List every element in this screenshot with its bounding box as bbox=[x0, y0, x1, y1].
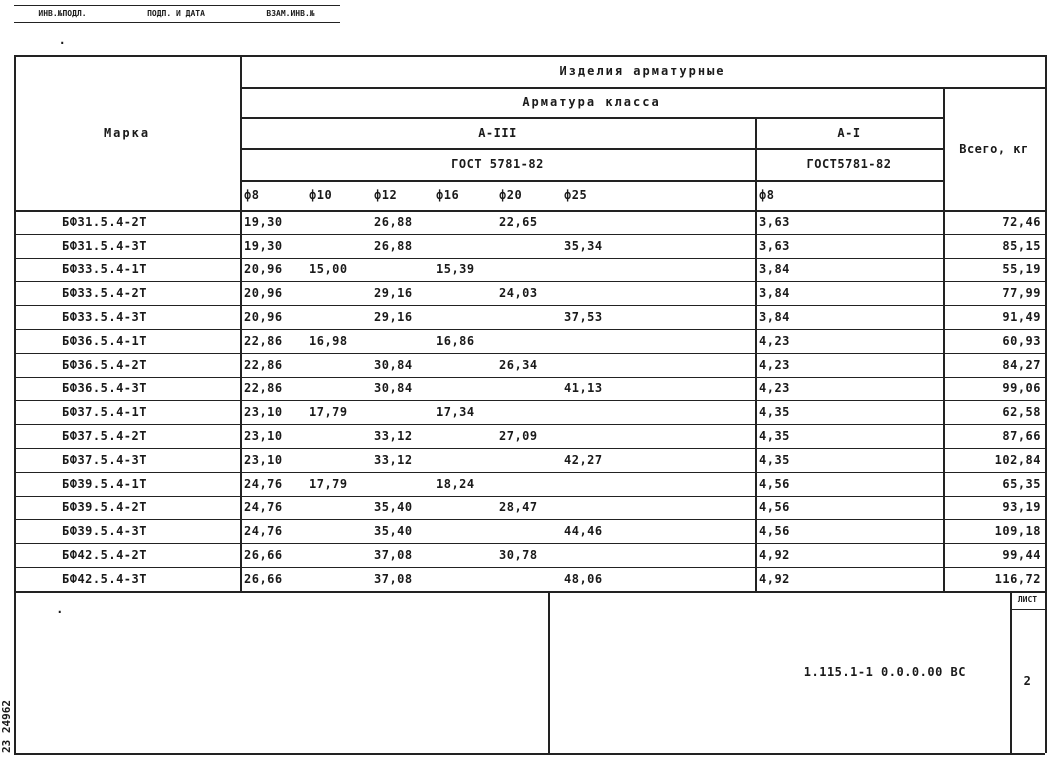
row-value: 22,86 bbox=[244, 381, 283, 396]
row-value bbox=[305, 377, 370, 401]
row-value: 26,34 bbox=[499, 357, 538, 372]
row-value bbox=[692, 400, 755, 424]
row-value: 26,66 bbox=[244, 548, 283, 563]
row-value bbox=[625, 329, 692, 353]
row-value bbox=[692, 496, 755, 520]
row-value: 26,66 bbox=[244, 571, 283, 586]
row-value bbox=[305, 281, 370, 305]
row-value bbox=[495, 305, 560, 329]
row-value bbox=[305, 234, 370, 258]
row-total: 60,93 bbox=[1002, 333, 1041, 348]
row-value: 30,78 bbox=[499, 548, 538, 563]
diameter-header bbox=[692, 180, 755, 210]
row-value: 20,96 bbox=[244, 286, 283, 301]
row-value bbox=[625, 424, 692, 448]
row-value: 3,63 bbox=[759, 214, 790, 229]
row-value: 4,56 bbox=[759, 500, 790, 515]
row-value bbox=[560, 543, 625, 567]
row-mark: БФ39.5.4-1Т bbox=[62, 476, 147, 491]
row-value bbox=[432, 210, 495, 234]
stamp-label: ИНВ.№ПОДЛ. bbox=[38, 9, 87, 18]
row-value: 4,92 bbox=[759, 571, 790, 586]
row-value: 4,23 bbox=[759, 333, 790, 348]
row-mark: БФ36.5.4-1Т bbox=[62, 333, 147, 348]
diameter-header: ф8 bbox=[759, 188, 775, 202]
row-value: 41,13 bbox=[564, 381, 603, 396]
row-value bbox=[625, 258, 692, 282]
gost-a3-header: ГОСТ 5781-82 bbox=[451, 157, 544, 171]
row-total: 62,58 bbox=[1002, 405, 1041, 420]
row-value bbox=[692, 281, 755, 305]
row-value bbox=[625, 234, 692, 258]
row-value bbox=[692, 448, 755, 472]
row-value bbox=[882, 567, 943, 591]
row-value bbox=[820, 567, 882, 591]
mark-header: Марка bbox=[103, 125, 151, 140]
row-total: 99,06 bbox=[1002, 381, 1041, 396]
row-value bbox=[625, 377, 692, 401]
row-mark: БФ39.5.4-2Т bbox=[62, 500, 147, 515]
row-value: 3,84 bbox=[759, 310, 790, 325]
diameter-header: ф25 bbox=[564, 188, 588, 202]
row-value bbox=[560, 353, 625, 377]
stamp-mark: . bbox=[58, 33, 67, 47]
row-value: 3,84 bbox=[759, 262, 790, 277]
row-mark: БФ37.5.4-1Т bbox=[62, 405, 147, 420]
row-total: 55,19 bbox=[1002, 262, 1041, 277]
row-value bbox=[692, 210, 755, 234]
row-total: 85,15 bbox=[1002, 238, 1041, 253]
row-value: 4,35 bbox=[759, 405, 790, 420]
row-value bbox=[370, 400, 432, 424]
row-value: 24,76 bbox=[244, 500, 283, 515]
row-value bbox=[560, 472, 625, 496]
row-value bbox=[625, 448, 692, 472]
row-value bbox=[432, 424, 495, 448]
stamp-border-mid bbox=[14, 22, 340, 23]
row-value bbox=[820, 305, 882, 329]
row-value: 20,96 bbox=[244, 262, 283, 277]
row-value bbox=[432, 353, 495, 377]
row-value: 24,03 bbox=[499, 286, 538, 301]
row-value: 44,46 bbox=[564, 524, 603, 539]
row-value: 35,40 bbox=[374, 500, 413, 515]
document-code: 1.115.1-1 0.0.0.00 ВС bbox=[803, 664, 966, 679]
row-value bbox=[820, 258, 882, 282]
row-value: 33,12 bbox=[374, 429, 413, 444]
row-value bbox=[305, 543, 370, 567]
row-mark: БФ42.5.4-3Т bbox=[62, 571, 147, 586]
row-value bbox=[305, 424, 370, 448]
row-value bbox=[692, 377, 755, 401]
row-value bbox=[820, 496, 882, 520]
row-value bbox=[495, 400, 560, 424]
row-value: 29,16 bbox=[374, 286, 413, 301]
row-value: 24,76 bbox=[244, 476, 283, 491]
row-value: 4,56 bbox=[759, 524, 790, 539]
row-value bbox=[882, 210, 943, 234]
row-value bbox=[625, 519, 692, 543]
row-value: 27,09 bbox=[499, 429, 538, 444]
row-value bbox=[882, 448, 943, 472]
row-value: 18,24 bbox=[436, 476, 475, 491]
row-value: 28,47 bbox=[499, 500, 538, 515]
row-value bbox=[495, 329, 560, 353]
row-value bbox=[820, 377, 882, 401]
row-value bbox=[560, 210, 625, 234]
row-value: 20,96 bbox=[244, 310, 283, 325]
row-value: 4,92 bbox=[759, 548, 790, 563]
row-value: 37,08 bbox=[374, 548, 413, 563]
row-value: 17,79 bbox=[309, 405, 348, 420]
row-value bbox=[370, 472, 432, 496]
row-value bbox=[560, 329, 625, 353]
row-value: 4,35 bbox=[759, 452, 790, 467]
row-value bbox=[820, 448, 882, 472]
row-value bbox=[370, 329, 432, 353]
row-value bbox=[692, 424, 755, 448]
row-total: 77,99 bbox=[1002, 286, 1041, 301]
diameter-header bbox=[625, 180, 692, 210]
row-value bbox=[882, 496, 943, 520]
row-value bbox=[820, 210, 882, 234]
row-value bbox=[625, 281, 692, 305]
row-value bbox=[882, 258, 943, 282]
row-value bbox=[882, 305, 943, 329]
total-header: Всего, кг bbox=[959, 141, 1029, 156]
row-value bbox=[820, 519, 882, 543]
row-total: 109,18 bbox=[994, 524, 1041, 539]
row-value bbox=[495, 258, 560, 282]
row-value bbox=[625, 567, 692, 591]
row-value bbox=[820, 472, 882, 496]
row-value: 19,30 bbox=[244, 238, 283, 253]
row-total: 116,72 bbox=[994, 571, 1041, 586]
rows-bottom bbox=[14, 591, 1045, 593]
row-value: 35,40 bbox=[374, 524, 413, 539]
row-value bbox=[820, 400, 882, 424]
row-mark: БФ36.5.4-3Т bbox=[62, 381, 147, 396]
table-border-right bbox=[1045, 55, 1047, 753]
row-value: 42,27 bbox=[564, 452, 603, 467]
row-value: 30,84 bbox=[374, 357, 413, 372]
row-value bbox=[625, 353, 692, 377]
row-value bbox=[820, 329, 882, 353]
row-value bbox=[820, 234, 882, 258]
row-value: 4,23 bbox=[759, 357, 790, 372]
row-value bbox=[432, 496, 495, 520]
diameter-header: ф12 bbox=[374, 188, 398, 202]
row-value: 16,86 bbox=[436, 333, 475, 348]
row-value: 19,30 bbox=[244, 214, 283, 229]
row-value bbox=[432, 234, 495, 258]
row-value bbox=[432, 305, 495, 329]
class-a3-header: А-III bbox=[478, 125, 517, 140]
row-value: 4,35 bbox=[759, 429, 790, 444]
row-value bbox=[692, 472, 755, 496]
row-value bbox=[625, 305, 692, 329]
stamp-label: ПОДП. И ДАТА bbox=[147, 9, 205, 18]
row-value bbox=[495, 448, 560, 472]
row-value: 29,16 bbox=[374, 310, 413, 325]
row-value: 26,88 bbox=[374, 214, 413, 229]
row-value bbox=[625, 496, 692, 520]
row-value bbox=[882, 472, 943, 496]
stamp-label: ВЗАМ.ИНВ.№ bbox=[266, 9, 315, 18]
row-value bbox=[882, 424, 943, 448]
row-value: 22,86 bbox=[244, 357, 283, 372]
row-value bbox=[305, 519, 370, 543]
row-value bbox=[495, 472, 560, 496]
row-value bbox=[432, 543, 495, 567]
row-value bbox=[625, 543, 692, 567]
row-value bbox=[820, 424, 882, 448]
row-value bbox=[882, 377, 943, 401]
row-value: 23,10 bbox=[244, 429, 283, 444]
diameter-header: ф10 bbox=[309, 188, 333, 202]
row-value bbox=[882, 519, 943, 543]
row-value bbox=[692, 543, 755, 567]
row-total: 87,66 bbox=[1002, 429, 1041, 444]
row-value bbox=[692, 353, 755, 377]
row-value: 26,88 bbox=[374, 238, 413, 253]
row-value bbox=[432, 448, 495, 472]
row-value bbox=[692, 519, 755, 543]
row-total: 93,19 bbox=[1002, 500, 1041, 515]
row-value: 22,86 bbox=[244, 333, 283, 348]
row-value: 17,34 bbox=[436, 405, 475, 420]
row-mark: БФ37.5.4-2Т bbox=[62, 429, 147, 444]
row-value: 4,23 bbox=[759, 381, 790, 396]
footer-mark: . bbox=[56, 601, 64, 616]
row-value bbox=[882, 400, 943, 424]
row-value: 37,08 bbox=[374, 571, 413, 586]
row-value bbox=[692, 258, 755, 282]
row-value bbox=[560, 281, 625, 305]
row-value bbox=[495, 519, 560, 543]
row-mark: БФ31.5.4-2Т bbox=[62, 214, 147, 229]
row-value bbox=[882, 543, 943, 567]
row-value bbox=[305, 567, 370, 591]
row-value bbox=[432, 377, 495, 401]
row-value bbox=[820, 281, 882, 305]
row-value: 35,34 bbox=[564, 238, 603, 253]
row-value bbox=[495, 234, 560, 258]
row-value bbox=[625, 400, 692, 424]
row-value: 17,79 bbox=[309, 476, 348, 491]
diameter-header: ф16 bbox=[436, 188, 460, 202]
row-value bbox=[882, 234, 943, 258]
row-value bbox=[692, 234, 755, 258]
diameter-header: ф20 bbox=[499, 188, 523, 202]
row-value: 16,98 bbox=[309, 333, 348, 348]
row-mark: БФ37.5.4-3Т bbox=[62, 452, 147, 467]
row-value bbox=[305, 496, 370, 520]
row-total: 91,49 bbox=[1002, 310, 1041, 325]
row-value: 23,10 bbox=[244, 405, 283, 420]
row-value bbox=[882, 353, 943, 377]
row-value bbox=[432, 281, 495, 305]
row-value bbox=[820, 543, 882, 567]
row-value: 15,39 bbox=[436, 262, 475, 277]
row-value bbox=[432, 567, 495, 591]
sheet-label: ЛИСТ bbox=[1017, 595, 1038, 605]
row-value bbox=[305, 448, 370, 472]
row-value bbox=[625, 472, 692, 496]
row-value bbox=[560, 400, 625, 424]
row-value bbox=[692, 329, 755, 353]
row-value bbox=[625, 210, 692, 234]
row-value: 24,76 bbox=[244, 524, 283, 539]
diameter-header: ф8 bbox=[244, 188, 260, 202]
table-title: Изделия арматурные bbox=[559, 64, 726, 78]
row-mark: БФ33.5.4-1Т bbox=[62, 262, 147, 277]
row-value: 22,65 bbox=[499, 214, 538, 229]
row-value bbox=[495, 377, 560, 401]
row-value bbox=[305, 210, 370, 234]
row-value bbox=[882, 329, 943, 353]
row-value bbox=[692, 567, 755, 591]
row-value bbox=[560, 496, 625, 520]
row-value bbox=[305, 305, 370, 329]
row-value bbox=[560, 424, 625, 448]
class-a1-header: А-I bbox=[837, 125, 861, 140]
row-value: 3,63 bbox=[759, 238, 790, 253]
row-value: 33,12 bbox=[374, 452, 413, 467]
margin-handwritten-note: 23 24962 bbox=[0, 700, 13, 753]
row-value: 37,53 bbox=[564, 310, 603, 325]
diameter-header bbox=[882, 180, 943, 210]
row-value bbox=[432, 519, 495, 543]
row-total: 72,46 bbox=[1002, 214, 1041, 229]
row-value: 4,56 bbox=[759, 476, 790, 491]
row-total: 99,44 bbox=[1002, 548, 1041, 563]
row-total: 102,84 bbox=[994, 452, 1041, 467]
sheet-number: 2 bbox=[1023, 673, 1032, 688]
row-value: 3,84 bbox=[759, 286, 790, 301]
row-total: 65,35 bbox=[1002, 476, 1041, 491]
row-value: 15,00 bbox=[309, 262, 348, 277]
row-value bbox=[692, 305, 755, 329]
row-value bbox=[560, 258, 625, 282]
row-mark: БФ33.5.4-3Т bbox=[62, 310, 147, 325]
row-mark: БФ31.5.4-3Т bbox=[62, 238, 147, 253]
row-value bbox=[370, 258, 432, 282]
row-value bbox=[495, 567, 560, 591]
row-mark: БФ39.5.4-3Т bbox=[62, 524, 147, 539]
row-mark: БФ36.5.4-2Т bbox=[62, 357, 147, 372]
row-value: 48,06 bbox=[564, 571, 603, 586]
diameter-header bbox=[820, 180, 882, 210]
table-subtitle: Арматура класса bbox=[522, 95, 661, 109]
row-value bbox=[820, 353, 882, 377]
row-value bbox=[882, 281, 943, 305]
gost-a1-header: ГОСТ5781-82 bbox=[806, 157, 892, 171]
row-mark: БФ33.5.4-2Т bbox=[62, 286, 147, 301]
row-value: 30,84 bbox=[374, 381, 413, 396]
table-border-bottom bbox=[14, 753, 1045, 755]
row-mark: БФ42.5.4-2Т bbox=[62, 548, 147, 563]
row-total: 84,27 bbox=[1002, 357, 1041, 372]
row-value bbox=[305, 353, 370, 377]
row-value: 23,10 bbox=[244, 452, 283, 467]
